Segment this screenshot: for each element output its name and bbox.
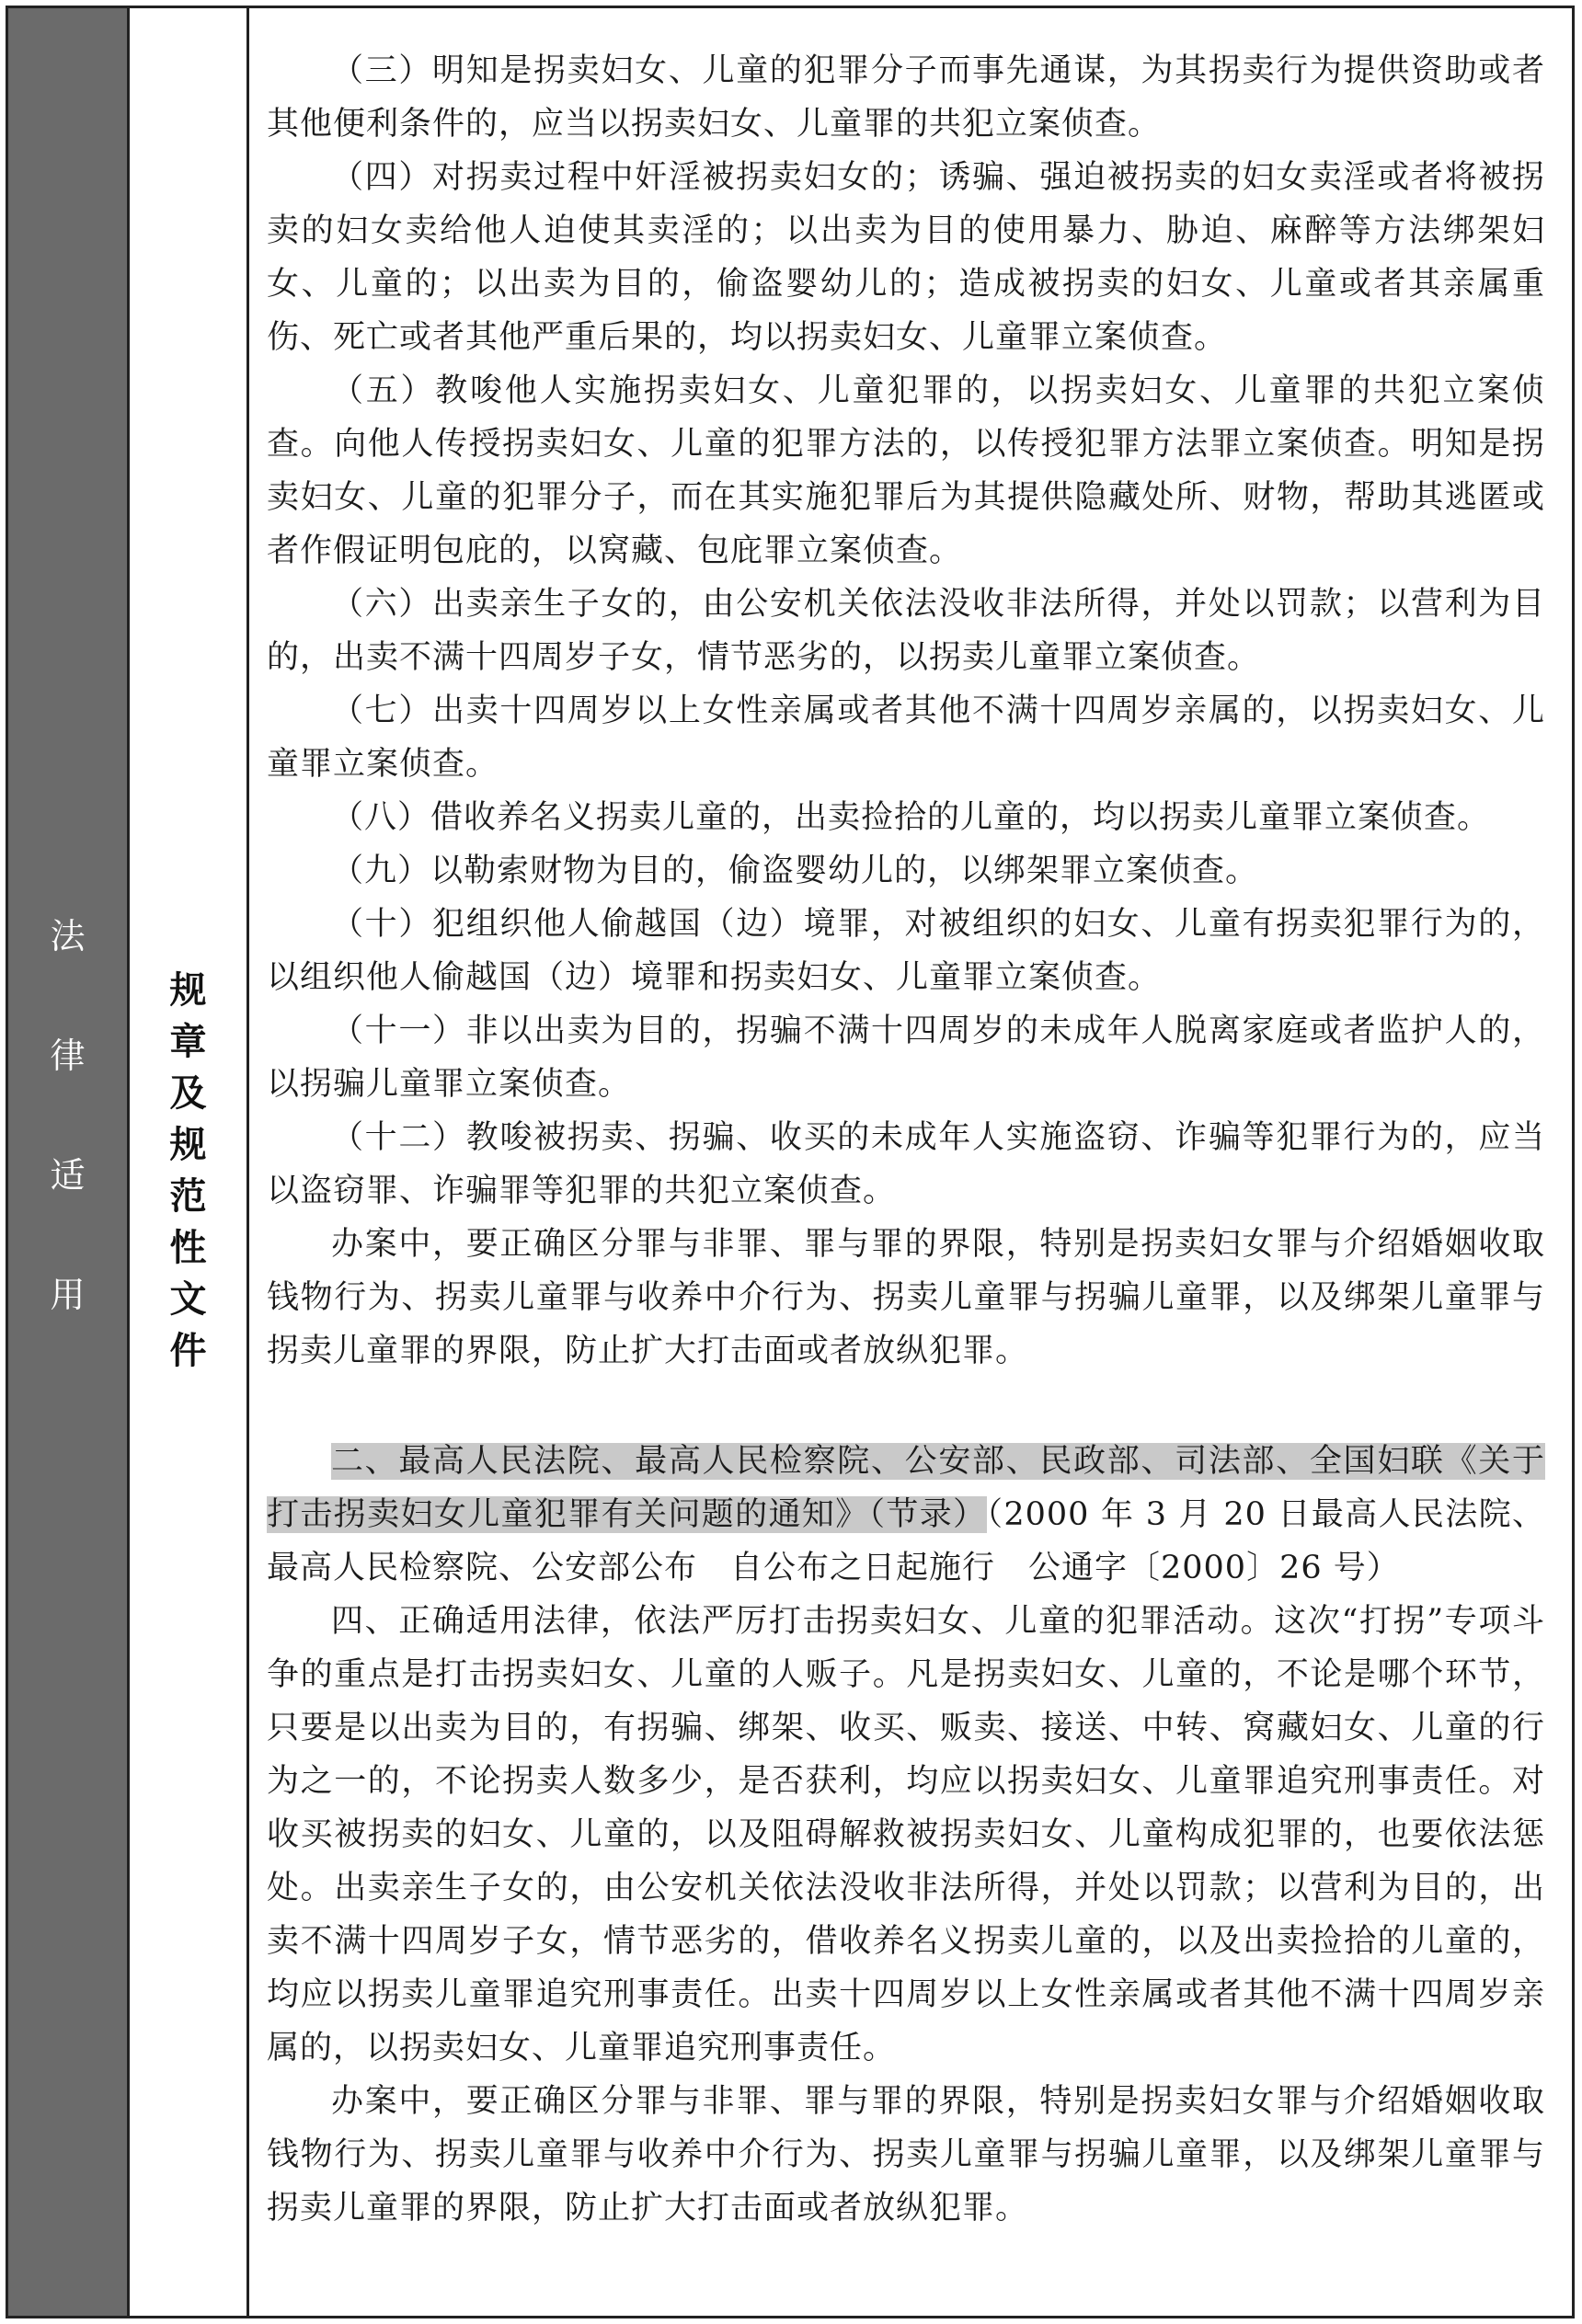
paragraph: （四）对拐卖过程中奸淫被拐卖妇女的；诱骗、强迫被拐卖的妇女卖淫或者将被拐卖的妇女卖给他人迫使其卖淫的；以出卖为目的使用暴力、胁迫、麻醉等方法绑架妇女、儿童的；以出卖为目的，偷盗婴幼儿的；造成被拐卖的妇女、儿童或者其亲属重伤、死亡或者其他严重后果的，均以拐卖妇女、儿童罪立案侦查。 <box>267 159 1545 356</box>
section-heading-title: 二、最高人民法院、最高人民检察院、公安部、民政部、司法部、全国妇联《关于打击拐卖妇女儿童犯罪有关问题的通知》（节录） <box>267 1443 1545 1533</box>
paragraph: 办案中，要正确区分罪与非罪、罪与罪的界限，特别是拐卖妇女罪与介绍婚姻收取钱物行为、拐卖儿童罪与收养中介行为、拐卖儿童罪与拐骗儿童罪，以及绑架儿童罪与拐卖儿童罪的界限，防止扩大打击面或者放纵犯罪。 <box>267 1226 1545 1369</box>
content-area <box>267 44 1545 2235</box>
subcategory-label <box>130 965 246 1377</box>
category-char: 法 <box>50 916 86 956</box>
subcategory-char: 文 <box>169 1278 207 1321</box>
category-char: 律 <box>50 1036 86 1076</box>
category-char: 适 <box>50 1155 86 1196</box>
paragraph: （十二）教唆被拐卖、拐骗、收买的未成年人实施盗窃、诈骗等犯罪行为的，应当以盗窃罪、诈骗罪等犯罪的共犯立案侦查。 <box>267 1119 1545 1209</box>
subcategory-char: 范 <box>169 1175 207 1218</box>
paragraph: 四、正确适用法律，依法严厉打击拐卖妇女、儿童的犯罪活动。这次“打拐”专项斗争的重点是打击拐卖妇女、儿童的人贩子。凡是拐卖妇女、儿童的，不论是哪个环节，只要是以出卖为目的，有拐骗、绑架、收买、贩卖、接送、中转、窝藏妇女、儿童的行为之一的，不论拐卖人数多少，是否获利，均应以拐卖妇女、儿童罪追究刑事责任。对收买被拐卖的妇女、儿童的，以及阻碍解救被拐卖妇女、儿童构成犯罪的，也要依法惩处。出卖亲生子女的，由公安机关依法没收非法所得，并处以罚款；以营利为目的，出卖不满十四周岁子女，情节恶劣的，借收养名义拐卖儿童的，以及出卖捡拾的儿童的，均应以拐卖儿童罪追究刑事责任。出卖十四周岁以上女性亲属或者其他不满十四周岁亲属的，以拐卖妇女、儿童罪追究刑事责任。 <box>267 1603 1545 2066</box>
paragraph: （十）犯组织他人偷越国（边）境罪，对被组织的妇女、儿童有拐卖犯罪行为的，以组织他人偷越国（边）境罪和拐卖妇女、儿童罪立案侦查。 <box>267 906 1545 996</box>
paragraph: （八）借收养名义拐卖儿童的，出卖捡拾的儿童的，均以拐卖儿童罪立案侦查。 <box>331 799 1491 836</box>
subcategory-column <box>130 8 249 2316</box>
paragraph: （七）出卖十四周岁以上女性亲属或者其他不满十四周岁亲属的，以拐卖妇女、儿童罪立案侦查。 <box>267 693 1545 783</box>
subcategory-char: 规 <box>169 1124 207 1166</box>
paragraph: （五）教唆他人实施拐卖妇女、儿童犯罪的，以拐卖妇女、儿童罪的共犯立案侦查。向他人传授拐卖妇女、儿童的犯罪方法的，以传授犯罪方法罪立案侦查。明知是拐卖妇女、儿童的犯罪分子，而在其实施犯罪后为其提供隐藏处所、财物，帮助其逃匿或者作假证明包庇的，以窝藏、包庇罪立案侦查。 <box>267 372 1545 569</box>
paragraph: 办案中，要正确区分罪与非罪、罪与罪的界限，特别是拐卖妇女罪与介绍婚姻收取钱物行为、拐卖儿童罪与收养中介行为、拐卖儿童罪与拐骗儿童罪，以及绑架儿童罪与拐卖儿童罪的界限，防止扩大打击面或者放纵犯罪。 <box>267 2083 1545 2227</box>
category-label <box>8 914 127 1392</box>
section-heading-meta: （2000 年 3 月 20 日最高人民法院、最高人民检察院、公安部公布 自公布之日起施行 公通字〔2000〕26 号） <box>267 1496 1545 1586</box>
subcategory-char: 章 <box>169 1021 207 1063</box>
paragraph: （十一）非以出卖为目的，拐骗不满十四周岁的未成年人脱离家庭或者监护人的，以拐骗儿童罪立案侦查。 <box>267 1013 1545 1103</box>
paragraph: （三）明知是拐卖妇女、儿童的犯罪分子而事先通谋，为其拐卖行为提供资助或者其他便利条件的，应当以拐卖妇女、儿童罪的共犯立案侦查。 <box>267 52 1545 143</box>
subcategory-char: 及 <box>169 1072 207 1115</box>
category-char: 用 <box>50 1275 86 1315</box>
subcategory-char: 性 <box>169 1227 207 1269</box>
paragraph: （六）出卖亲生子女的，由公安机关依法没收非法所得，并处以罚款；以营利为目的，出卖不满十四周岁子女，情节恶劣的，以拐卖儿童罪立案侦查。 <box>267 586 1545 676</box>
section-heading <box>267 1435 1545 1595</box>
paragraph: （九）以勒索财物为目的，偷盗婴幼儿的，以绑架罪立案侦查。 <box>331 853 1259 889</box>
category-column <box>8 8 130 2316</box>
subcategory-char: 件 <box>169 1330 207 1372</box>
subcategory-char: 规 <box>169 969 207 1012</box>
